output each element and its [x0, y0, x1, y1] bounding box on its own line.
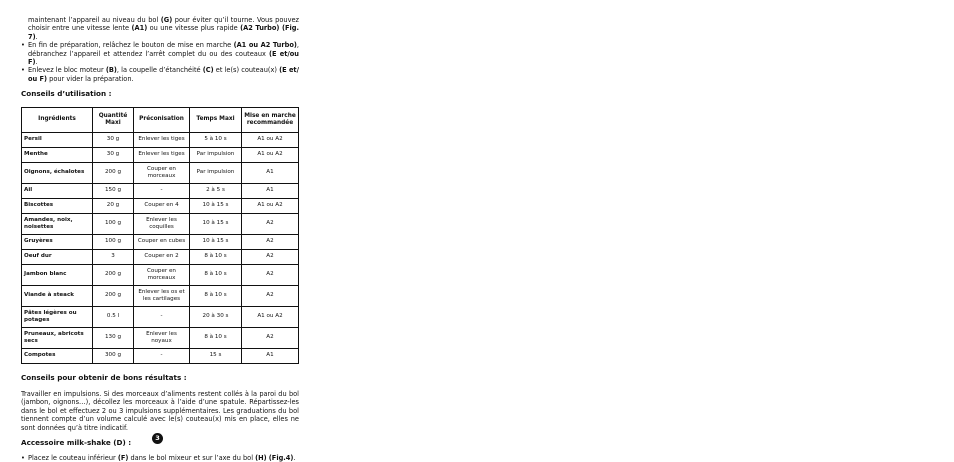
- cell-ingredient: Pâtes légères ou potages: [22, 306, 93, 327]
- cell-quantity: 100 g: [93, 234, 134, 249]
- cell-time: 8 à 10 s: [190, 285, 242, 306]
- ref-c: (C): [202, 66, 214, 75]
- cell-quantity: 20 g: [93, 198, 134, 213]
- cell-ingredient: Compotes: [22, 348, 93, 363]
- cell-time: 8 à 10 s: [190, 327, 242, 348]
- cell-ingredient: Biscottes: [22, 198, 93, 213]
- intro-text: .: [35, 32, 38, 41]
- cell-speed: A2: [242, 285, 299, 306]
- cell-preconisation: Enlever les os et les cartilages: [134, 285, 190, 306]
- bullet-text: et le(s) couteau(x): [213, 66, 280, 75]
- table-header-row: [22, 107, 299, 132]
- ref-h: (H): [255, 453, 267, 462]
- cell-ingredient: Jambon blanc: [22, 264, 93, 285]
- bullet-text: pour vider la préparation.: [47, 74, 134, 83]
- cell-ingredient: Viande à steack: [22, 285, 93, 306]
- ref-a1: (A1): [131, 24, 148, 33]
- header-mise-en-marche: Mise en marche recommandée: [242, 107, 299, 132]
- header-ingredients: Ingrédients: [22, 107, 93, 132]
- cell-ingredient: Menthe: [22, 147, 93, 162]
- bullet-text: Placez le couteau inférieur: [28, 453, 118, 462]
- usage-table: [21, 107, 299, 364]
- ref-g: (G): [160, 16, 173, 24]
- cell-quantity: 0.5 l: [93, 306, 134, 327]
- table-row: [22, 213, 299, 234]
- ref-f: (F): [117, 453, 129, 462]
- ref-e-f: (E et/ou F): [28, 49, 299, 67]
- ref-a1-a2: (A1 ou A2 Turbo): [233, 41, 297, 50]
- bons-resultats-heading: Conseils pour obtenir de bons résultats :: [21, 372, 187, 382]
- cell-ingredient: Ail: [22, 183, 93, 198]
- cell-preconisation: Couper en 4: [134, 198, 190, 213]
- cell-time: 8 à 10 s: [190, 249, 242, 264]
- milkshake-heading: Accessoire milk-shake (D) :: [21, 438, 132, 448]
- bullet-dot: •: [21, 41, 25, 50]
- bullet-text: dans le bol mixeur et sur l’axe du bol: [128, 453, 256, 462]
- cell-time: Par impulsion: [190, 147, 242, 162]
- table-row: [22, 249, 299, 264]
- cell-speed: A2: [242, 213, 299, 234]
- bullet-milkshake: [21, 454, 299, 462]
- cell-time: Par impulsion: [190, 162, 242, 183]
- intro-paragraph: [21, 16, 299, 41]
- cell-time: 10 à 15 s: [190, 234, 242, 249]
- cell-time: 2 à 5 s: [190, 183, 242, 198]
- cell-speed: A2: [242, 234, 299, 249]
- cell-preconisation: -: [134, 306, 190, 327]
- table-row: [22, 162, 299, 183]
- ref-a2-turbo: (A2 Turbo) (Fig. 7): [28, 24, 299, 41]
- cell-quantity: 100 g: [93, 213, 134, 234]
- intro-text: ou une vitesse plus rapide: [147, 24, 241, 33]
- cell-time: 5 à 10 s: [190, 132, 242, 147]
- cell-quantity: 150 g: [93, 183, 134, 198]
- cell-preconisation: Couper en morceaux: [134, 162, 190, 183]
- ref-fig-4: (Fig.4): [268, 453, 294, 462]
- cell-speed: A1: [242, 348, 299, 363]
- cell-quantity: 30 g: [93, 147, 134, 162]
- bullet-remove-motor: [21, 66, 299, 83]
- bullet-dot: •: [21, 453, 25, 462]
- table-row: [22, 306, 299, 327]
- table-row: [22, 198, 299, 213]
- bullet-dot: •: [21, 66, 25, 75]
- cell-preconisation: -: [134, 348, 190, 363]
- conseils-heading: Conseils d’utilisation :: [21, 89, 112, 99]
- cell-speed: A1 ou A2: [242, 147, 299, 162]
- ref-e-f: (E et/ ou F): [28, 66, 299, 83]
- cell-quantity: 3: [93, 249, 134, 264]
- cell-time: 8 à 10 s: [190, 264, 242, 285]
- table-row: [22, 348, 299, 363]
- cell-preconisation: Enlever les tiges: [134, 132, 190, 147]
- cell-ingredient: Oignons, échalotes: [22, 162, 93, 183]
- table-row: [22, 234, 299, 249]
- cell-speed: A1: [242, 162, 299, 183]
- cell-ingredient: Amandes, noix, noisettes: [22, 213, 93, 234]
- table-row: [22, 264, 299, 285]
- cell-preconisation: Couper en 2: [134, 249, 190, 264]
- cell-quantity: 300 g: [93, 348, 134, 363]
- bullet-text: .: [35, 58, 38, 67]
- table-row: [22, 147, 299, 162]
- cell-quantity: 200 g: [93, 285, 134, 306]
- cell-quantity: 200 g: [93, 264, 134, 285]
- cell-preconisation: Enlever les tiges: [134, 147, 190, 162]
- cell-ingredient: Oeuf dur: [22, 249, 93, 264]
- bullet-text: Enlevez le bloc moteur: [28, 66, 106, 75]
- cell-speed: A2: [242, 327, 299, 348]
- table-row: [22, 327, 299, 348]
- cell-time: 10 à 15 s: [190, 198, 242, 213]
- cell-speed: A1 ou A2: [242, 306, 299, 327]
- cell-speed: A1 ou A2: [242, 198, 299, 213]
- cell-preconisation: Enlever les coquilles: [134, 213, 190, 234]
- header-preconisation: Préconisation: [134, 107, 190, 132]
- cell-speed: A1: [242, 183, 299, 198]
- cell-speed: A2: [242, 249, 299, 264]
- table-row: [22, 132, 299, 147]
- page-number-badge: 3: [152, 433, 163, 444]
- cell-preconisation: Enlever les noyaux: [134, 327, 190, 348]
- header-quantite: Quantité Maxi: [93, 107, 134, 132]
- bullet-text: En fin de préparation, relâchez le bouton de mise en marche: [28, 41, 234, 50]
- cell-ingredient: Pruneaux, abricots secs: [22, 327, 93, 348]
- cell-time: 20 à 30 s: [190, 306, 242, 327]
- intro-text: pour éviter qu’il tourne. Vous pouvez choisir entre une vitesse lente: [28, 16, 299, 33]
- table-row: [22, 183, 299, 198]
- cell-preconisation: Couper en morceaux: [134, 264, 190, 285]
- cell-time: 10 à 15 s: [190, 213, 242, 234]
- cell-speed: A2: [242, 264, 299, 285]
- bullet-text: , la coupelle d’étanchéité: [116, 66, 203, 75]
- bons-resultats-text: Travailler en impulsions. Si des morceaux d’aliments restent collés à la paroi du bol (jambon, oignons…), décollez les morceaux à l’aide d’une spatule. Répartissez-les dans le bol et effectuez 2 ou 3 impulsions supplémentaires. Les graduations du bol tiennent compte d’un volume calculé avec le(s) couteau(x) mis en place, elles ne sont données qu’à titre indicatif.: [21, 390, 299, 432]
- intro-text: maintenant l’appareil au niveau du bol: [28, 16, 161, 24]
- cell-ingredient: Gruyères: [22, 234, 93, 249]
- header-temps: Temps Maxi: [190, 107, 242, 132]
- table-row: [22, 285, 299, 306]
- cell-ingredient: Persil: [22, 132, 93, 147]
- ref-b: (B): [105, 66, 117, 75]
- cell-quantity: 130 g: [93, 327, 134, 348]
- cell-quantity: 200 g: [93, 162, 134, 183]
- bullet-release-button: [21, 41, 299, 66]
- cell-time: 15 s: [190, 348, 242, 363]
- cell-quantity: 30 g: [93, 132, 134, 147]
- cell-preconisation: Couper en cubes: [134, 234, 190, 249]
- cell-speed: A1 ou A2: [242, 132, 299, 147]
- cell-preconisation: -: [134, 183, 190, 198]
- bullet-text: , débranchez l’appareil et attendez l’arrêt complet du ou des couteaux: [28, 41, 299, 58]
- page-column: [21, 16, 299, 462]
- bullet-text: .: [293, 453, 296, 462]
